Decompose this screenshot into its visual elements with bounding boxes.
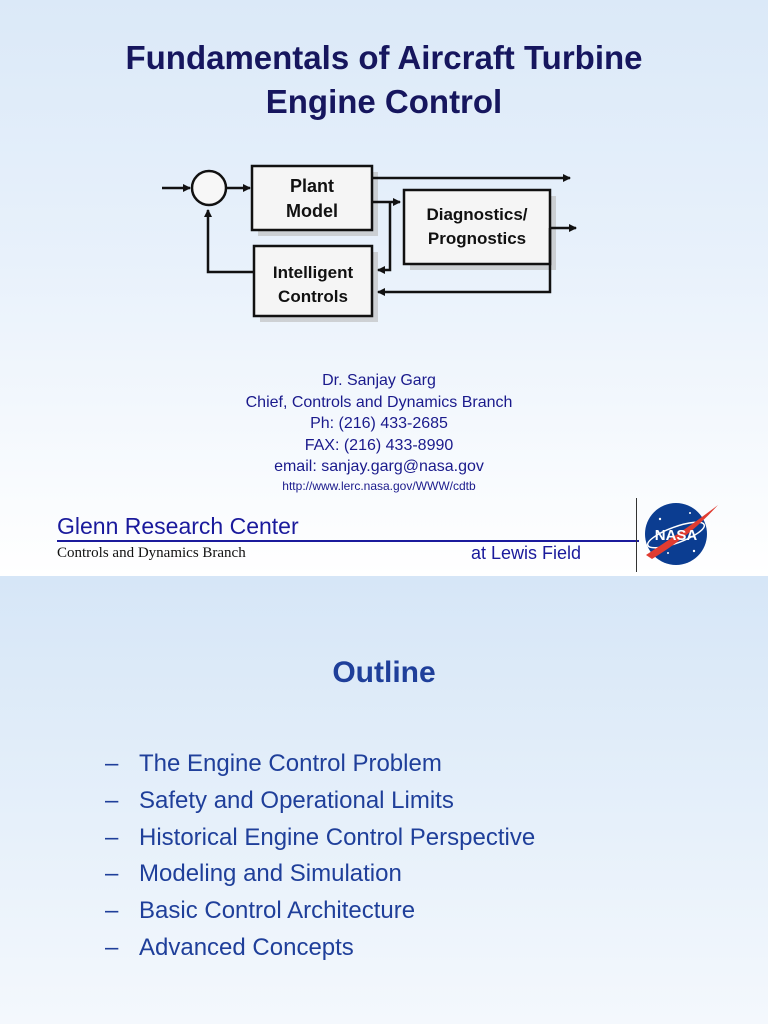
contact-position: Chief, Controls and Dynamics Branch <box>245 393 513 411</box>
list-item-text: Basic Control Architecture <box>139 897 416 925</box>
intelligent-controls-label-2: Controls <box>278 287 348 306</box>
diagnostics-label-1: Diagnostics/ <box>426 205 528 224</box>
diagnostics-prognostics-box <box>404 190 550 264</box>
list-item-text: Advanced Concepts <box>139 933 354 961</box>
list-item-text: Safety and Operational Limits <box>139 786 454 814</box>
contact-phone: Ph: (216) 433-2685 <box>310 415 448 432</box>
logo-divider <box>636 498 637 572</box>
branch-label: Controls and Dynamics Branch <box>57 545 246 561</box>
list-item-text: Historical Engine Control Perspective <box>139 823 536 851</box>
contact-name: Dr. Sanjay Garg <box>322 372 436 389</box>
title-line-2: Engine Control <box>265 83 503 120</box>
list-item <box>105 930 535 967</box>
list-item <box>105 746 535 783</box>
nasa-logo-icon <box>640 499 720 569</box>
contact-url: http://www.lerc.nasa.gov/WWW/cdtb <box>282 478 476 493</box>
glenn-research-center-label: Glenn Research Center <box>57 513 299 539</box>
lewis-field-label: at Lewis Field <box>471 543 582 563</box>
contact-fax: FAX: (216) 433-8990 <box>304 436 454 454</box>
list-item-text: The Engine Control Problem <box>139 750 442 777</box>
list-dash: – <box>105 750 119 777</box>
contact-block <box>0 370 758 494</box>
list-dash: – <box>105 933 119 961</box>
outline-heading: Outline <box>332 656 436 689</box>
control-block-diagram <box>150 160 590 340</box>
plant-model-label-2: Model <box>286 201 338 221</box>
intelligent-controls-box <box>254 246 372 316</box>
title-line-1: Fundamentals of Aircraft Turbine <box>125 39 643 76</box>
list-item <box>105 893 535 930</box>
footer-rule <box>57 540 639 542</box>
intelligent-controls-label-1: Intelligent <box>272 263 354 282</box>
contact-email: email: sanjay.garg@nasa.gov <box>274 458 484 475</box>
list-dash: – <box>105 823 119 851</box>
plant-model-label-1: Plant <box>289 176 335 196</box>
list-dash: – <box>105 860 119 888</box>
outline-list <box>105 746 535 967</box>
plant-feedback-arrow <box>378 202 390 270</box>
list-dash: – <box>105 786 119 814</box>
slide-title <box>0 36 768 124</box>
list-dash: – <box>105 897 119 925</box>
list-item-text: Modeling and Simulation <box>139 860 402 888</box>
plant-model-box <box>252 166 372 230</box>
outline-slide <box>0 576 768 1024</box>
controls-feedback-arrow <box>208 210 254 272</box>
list-item <box>105 783 535 820</box>
summing-junction <box>192 171 226 205</box>
list-item <box>105 856 535 893</box>
diagnostics-label-2: Prognostics <box>427 229 527 248</box>
nasa-logo-text: NASA <box>654 527 698 544</box>
list-item <box>105 820 535 857</box>
